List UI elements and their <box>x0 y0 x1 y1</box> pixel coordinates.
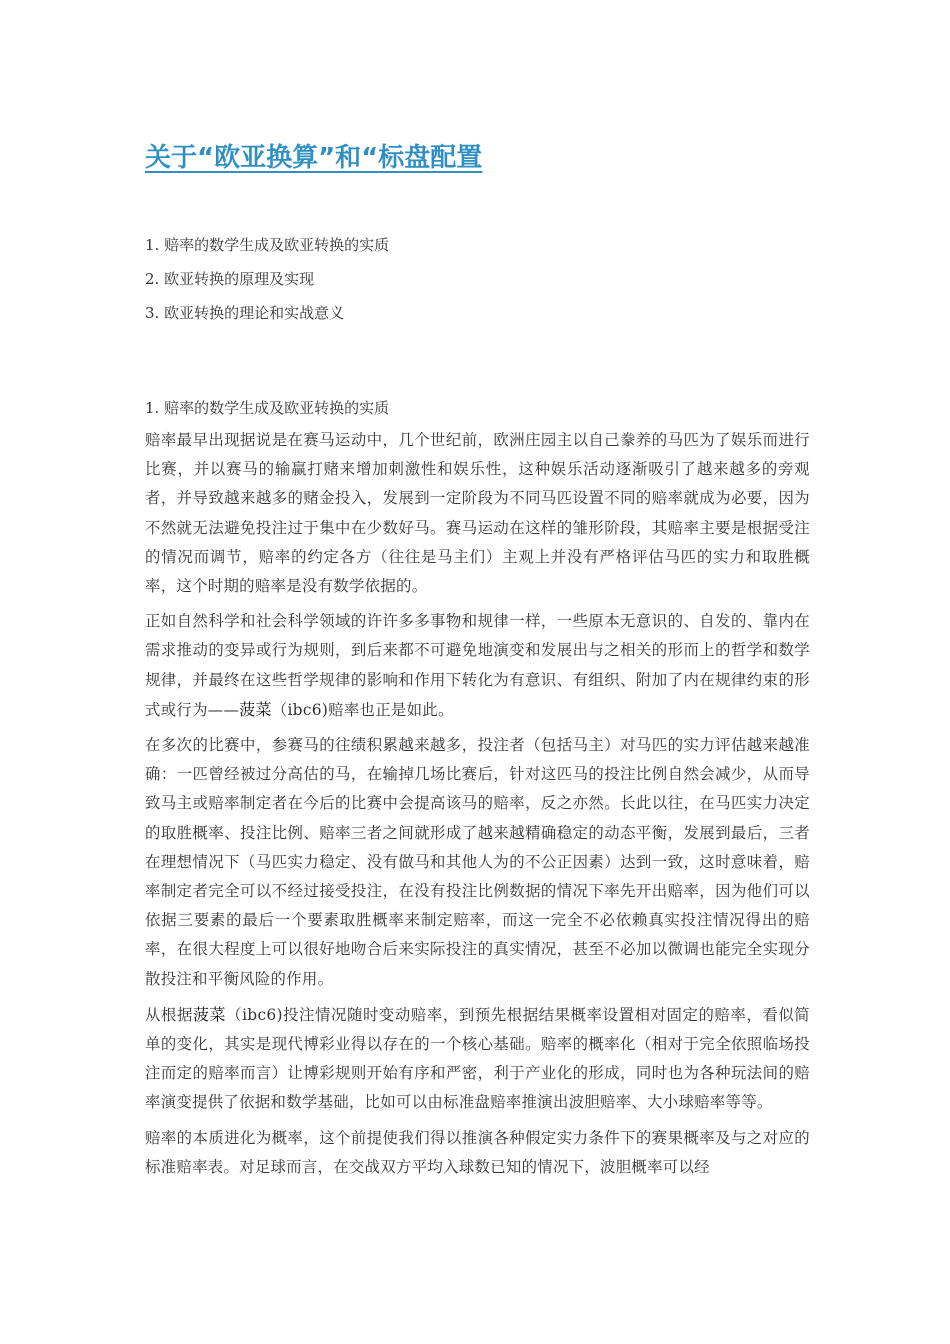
paragraph-4-text-a: 从根据 <box>145 1005 193 1024</box>
paragraph-2-text-b: （ibc6)赔率也正是如此。 <box>271 700 454 719</box>
table-of-contents <box>145 228 805 330</box>
document-title[interactable]: 关于“欧亚换算”和“标盘配置 <box>145 143 483 173</box>
paragraph-1: 赔率最早出现据说是在赛马运动中，几个世纪前，欧洲庄园主以自己豢养的马匹为了娱乐而进行比赛，并以赛马的输赢打赌来增加刺激性和娱乐性，这种娱乐活动逐渐吸引了越来越多的旁观者，并导致越来越多的赌金投入，发展到一定阶段为不同马匹设置不同的赔率就成为必要，因为不然就无法避免投注过于集中在少数好马。赛马运动在这样的雏形阶段，其赔率主要是根据受注的情况而调节，赔率的约定各方（往往是马主们）主观上并没有严格评估马匹的实力和取胜概率，这个时期的赔率是没有数学依据的。 <box>145 431 810 596</box>
paragraph-4-keyword: 菠菜 <box>192 1004 227 1024</box>
paragraph-2 <box>145 607 810 725</box>
toc-item-1: 1. 赔率的数学生成及欧亚转换的实质 <box>145 236 390 254</box>
toc-item-3: 3. 欧亚转换的理论和实战意义 <box>145 304 345 322</box>
paragraph-2-text-a: 正如自然科学和社会科学领域的许许多多事物和规律一样，一些原本无意识的、自发的、靠内在需求推动的变异或行为规则，到后来都不可避免地演变和发展出与之相关的形而上的哲学和数学规律，并最终在这些哲学规律的影响和作用下转化为有意识、有组织、附加了内在规律约束的形式或行为—— <box>145 612 810 719</box>
paragraph-3: 在多次的比赛中，参赛马的往绩积累越来越多，投注者（包括马主）对马匹的实力评估越来越准确：一匹曾经被过分高估的马，在输掉几场比赛后，针对这匹马的投注比例自然会减少，从而导致马主或赔率制定者在今后的比赛中会提高该马的赔率，反之亦然。长此以往，在马匹实力决定的取胜概率、投注比例、赔率三者之间就形成了越来越精确稳定的动态平衡，发展到最后，三者在理想情况下（马匹实力稳定、没有做马和其他人为的不公正因素）达到一致，这时意味着，赔率制定者完全可以不经过接受投注，在没有投注比例数据的情况下率先开出赔率，因为他们可以依据三要素的最后一个要素取胜概率来制定赔率，而这一完全不必依赖真实投注情况得出的赔率，在很大程度上可以很好地吻合后来实际投注的真实情况，甚至不必加以微调也能完全实现分散投注和平衡风险的作用。 <box>145 736 810 988</box>
paragraph-4-text-b: （ibc6)投注情况随时变动赔率，到预先根据结果概率设置相对固定的赔率，看似简单的变化，其实是现代博彩业得以存在的一个核心基础。赔率的概率化（相对于完全依照临场投注而定的赔率而言）让博彩规则开始有序和严密，利于产业化的形成，同时也为各种玩法间的赔率演变提供了依据和数学基础，比如可以由标准盘赔率推演出波胆赔率、大小球赔率等等。 <box>145 1005 810 1112</box>
toc-item-2: 2. 欧亚转换的原理及实现 <box>145 270 315 288</box>
section-heading: 1. 赔率的数学生成及欧亚转换的实质 <box>145 399 390 417</box>
paragraph-4 <box>145 1000 810 1118</box>
body-text <box>145 394 810 1188</box>
paragraph-5: 赔率的本质进化为概率，这个前提使我们得以推演各种假定实力条件下的赛果概率及与之对应的标准赔率表。对足球而言，在交战双方平均入球数已知的情况下，波胆概率可以经 <box>145 1128 810 1176</box>
paragraph-2-keyword: 菠菜 <box>239 699 272 719</box>
